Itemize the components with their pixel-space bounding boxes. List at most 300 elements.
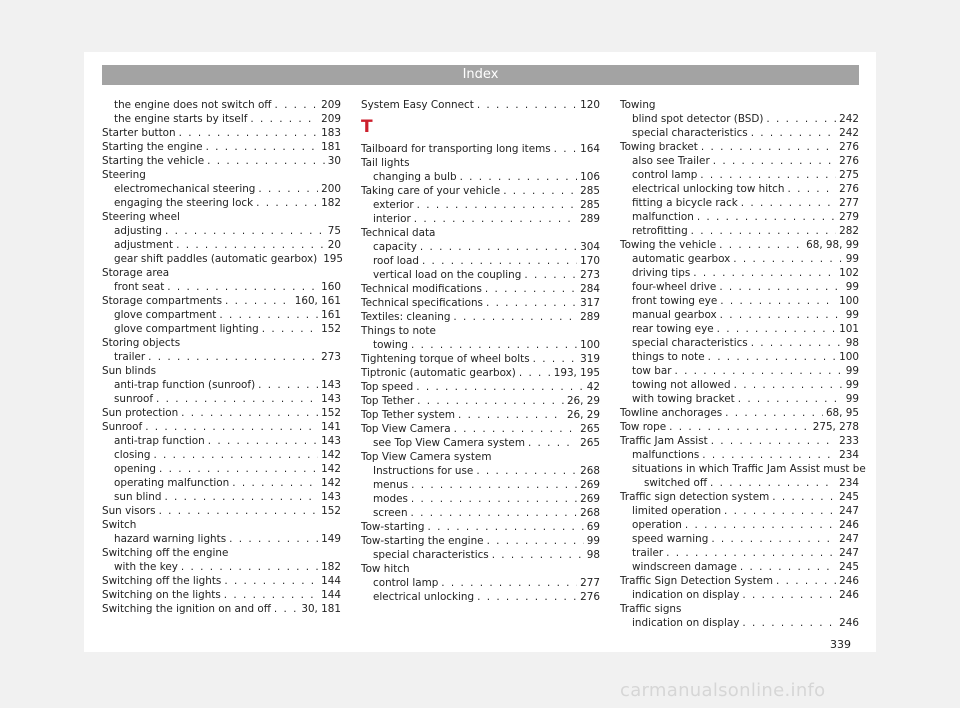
- index-entry: [102, 308, 341, 322]
- index-entry-pages: 30, 181: [301, 603, 341, 615]
- dot-leader: [701, 140, 836, 154]
- index-entry: [102, 112, 341, 126]
- index-entry: [361, 506, 600, 520]
- index-heading: Storage area: [102, 267, 170, 279]
- dot-leader: [554, 142, 577, 156]
- index-entry-label: hazard warning lights: [114, 533, 227, 545]
- dot-leader: [460, 170, 578, 184]
- index-entry-label: sun blind: [114, 491, 162, 503]
- index-entry: [102, 462, 341, 476]
- index-entry: [620, 252, 859, 266]
- dot-leader: [208, 434, 318, 448]
- index-entry: [102, 434, 341, 448]
- dot-leader: [262, 322, 318, 336]
- index-entry-label: Tailboard for transporting long items: [361, 143, 551, 155]
- dot-leader: [485, 282, 577, 296]
- watermark-text: carmanualsonline.info: [620, 680, 826, 701]
- index-entry-pages: 289: [580, 213, 600, 225]
- index-entry-pages: 284: [580, 283, 600, 295]
- dot-leader: [219, 308, 318, 322]
- index-entry-pages: 276: [839, 155, 859, 167]
- index-entry-label: anti-trap function: [114, 435, 205, 447]
- index-heading: Technical data: [361, 227, 436, 239]
- dot-leader: [766, 112, 836, 126]
- index-entry: [361, 352, 600, 366]
- index-entry: [620, 266, 859, 280]
- index-entry: [361, 422, 600, 436]
- index-entry-pages: 68, 98, 99: [806, 239, 859, 251]
- index-entry-label: special characteristics: [373, 549, 489, 561]
- index-entry: [102, 448, 341, 462]
- index-entry-pages: 247: [839, 547, 859, 559]
- index-entry: [620, 112, 859, 126]
- index-entry: [102, 224, 341, 238]
- index-entry-pages: 120: [580, 99, 600, 111]
- index-entry: [102, 196, 341, 210]
- index-entry: [361, 142, 600, 156]
- index-entry-pages: 242: [839, 127, 859, 139]
- index-entry: [361, 380, 600, 394]
- index-entry-label: modes: [373, 493, 408, 505]
- dot-leader: [477, 98, 577, 112]
- index-entry: [361, 408, 600, 422]
- index-entry-label: manual gearbox: [632, 309, 717, 321]
- index-entry-pages: 142: [321, 463, 341, 475]
- index-entry: [620, 532, 859, 546]
- index-entry: [361, 240, 600, 254]
- index-entry-pages: 268: [580, 465, 600, 477]
- index-entry: [102, 154, 341, 168]
- index-heading: Top View Camera system: [361, 451, 492, 463]
- index-entry-pages: 209: [321, 113, 341, 125]
- index-entry-label: things to note: [632, 351, 705, 363]
- index-entry-label: Traffic Jam Assist: [620, 435, 708, 447]
- dot-leader: [417, 394, 564, 408]
- index-entry-label: Tow rope: [620, 421, 667, 433]
- index-entry-label: Technical specifications: [361, 297, 483, 309]
- index-entry-pages: 265: [580, 437, 600, 449]
- index-entry-pages: 160, 161: [294, 295, 341, 307]
- index-entry-label: Starting the engine: [102, 141, 203, 153]
- index-entry-label: electrical unlocking: [373, 591, 475, 603]
- index-entry-label: trailer: [632, 547, 664, 559]
- index-entry: [361, 576, 600, 590]
- index-entry-label: operation: [632, 519, 682, 531]
- dot-leader: [720, 308, 843, 322]
- dot-leader: [181, 406, 318, 420]
- index-entry: [620, 322, 859, 336]
- index-entry: [102, 280, 341, 294]
- index-heading: Tow hitch: [361, 563, 410, 575]
- index-entry-pages: 143: [321, 379, 341, 391]
- dot-leader: [711, 434, 836, 448]
- index-entry-pages: 289: [580, 311, 600, 323]
- index-entry-pages: 242: [839, 113, 859, 125]
- index-entry: [102, 252, 344, 266]
- index-entry: [620, 560, 859, 574]
- index-entry: [620, 154, 859, 168]
- index-entry-pages: 304: [580, 241, 600, 253]
- index-entry: [620, 504, 859, 518]
- index-entry-label: blind spot detector (BSD): [632, 113, 764, 125]
- index-entry-pages: 200: [321, 183, 341, 195]
- dot-leader: [224, 588, 318, 602]
- index-entry-label: Traffic sign detection system: [620, 491, 770, 503]
- index-entry: [620, 434, 859, 448]
- index-entry-label: Sun protection: [102, 407, 179, 419]
- index-entry: [102, 182, 341, 196]
- index-entry-label: Textiles: cleaning: [361, 311, 451, 323]
- page-number: 339: [830, 638, 851, 651]
- dot-leader: [772, 490, 836, 504]
- index-entry: [620, 224, 859, 238]
- index-entry: [361, 464, 600, 478]
- dot-leader: [741, 196, 836, 210]
- index-entry: [620, 546, 859, 560]
- index-entry-pages: 142: [321, 477, 341, 489]
- dot-leader: [519, 366, 551, 380]
- index-entry: [361, 338, 600, 352]
- index-entry-label: Switching off the lights: [102, 575, 222, 587]
- index-entry: [102, 238, 341, 252]
- index-entry-pages: 99: [845, 253, 859, 265]
- index-entry: [361, 98, 600, 112]
- index-entry-pages: 170: [580, 255, 600, 267]
- dot-leader: [164, 490, 318, 504]
- dot-leader: [258, 182, 318, 196]
- dot-leader: [685, 518, 836, 532]
- dot-leader: [414, 212, 577, 226]
- index-heading: Sun blinds: [102, 365, 157, 377]
- dot-leader: [156, 392, 318, 406]
- dot-leader: [719, 280, 842, 294]
- dot-leader: [207, 154, 325, 168]
- index-entry: [620, 420, 859, 434]
- index-entry: [361, 548, 600, 562]
- index-entry-pages: 279: [839, 211, 859, 223]
- index-entry: [102, 588, 341, 602]
- index-entry-label: Top speed: [361, 381, 414, 393]
- index-entry-pages: 143: [321, 393, 341, 405]
- index-entry-pages: 245: [839, 491, 859, 503]
- index-entry: [620, 588, 859, 602]
- header-title: Index: [462, 67, 499, 82]
- dot-leader: [476, 464, 577, 478]
- index-entry-pages: 101: [839, 323, 859, 335]
- dot-leader: [159, 504, 319, 518]
- index-entry-pages: 68, 95: [825, 407, 859, 419]
- index-entry-pages: 247: [839, 505, 859, 517]
- index-entry-pages: 30: [327, 155, 341, 167]
- dot-leader: [167, 280, 318, 294]
- dot-leader: [503, 184, 577, 198]
- index-entry-label: indication on display: [632, 617, 740, 629]
- dot-leader: [719, 238, 803, 252]
- index-entry-label: Towing the vehicle: [620, 239, 717, 251]
- index-entry-label: electromechanical steering: [114, 183, 256, 195]
- index-entry: [361, 366, 600, 380]
- index-entry-pages: 143: [321, 435, 341, 447]
- dot-leader: [740, 560, 836, 574]
- index-entry-label: windscreen damage: [632, 561, 737, 573]
- dot-leader: [486, 296, 577, 310]
- index-entry-label: Tow-starting the engine: [361, 535, 484, 547]
- index-entry-pages: 275, 278: [812, 421, 859, 433]
- index-column-1: [102, 98, 344, 616]
- index-entry: [102, 126, 341, 140]
- index-entry: [620, 336, 859, 350]
- index-heading: Things to note: [361, 325, 436, 337]
- index-entry: [620, 308, 859, 322]
- dot-leader: [441, 576, 577, 590]
- index-entry-pages: 282: [839, 225, 859, 237]
- index-entry-label: driving tips: [632, 267, 691, 279]
- index-entry-pages: 195: [323, 253, 344, 265]
- dot-leader: [742, 616, 836, 630]
- index-entry-pages: 246: [839, 617, 859, 629]
- dot-leader: [533, 352, 578, 366]
- index-entry: [361, 282, 600, 296]
- index-entry-label: gear shift paddles (automatic gearbox): [114, 253, 318, 265]
- index-entry: [620, 182, 859, 196]
- index-heading: Storing objects: [102, 337, 181, 349]
- index-entry-label: opening: [114, 463, 156, 475]
- dot-leader: [693, 266, 836, 280]
- index-entry-pages: 317: [580, 297, 600, 309]
- index-entry-label: switched off: [644, 477, 707, 489]
- index-heading: Towing: [620, 99, 656, 111]
- dot-leader: [176, 238, 325, 252]
- dot-leader: [179, 126, 319, 140]
- index-entry-pages: 285: [580, 199, 600, 211]
- index-entry-label: glove compartment lighting: [114, 323, 259, 335]
- dot-leader: [416, 380, 584, 394]
- index-entry: [361, 534, 600, 548]
- index-entry-pages: 234: [839, 449, 859, 461]
- index-entry-pages: 100: [839, 295, 859, 307]
- dot-leader: [487, 534, 584, 548]
- section-letter: T: [361, 117, 373, 137]
- index-entry: [620, 406, 859, 420]
- dot-leader: [181, 560, 318, 574]
- dot-leader: [787, 182, 836, 196]
- dot-leader: [159, 462, 318, 476]
- index-entry-pages: 152: [321, 505, 341, 517]
- dot-leader: [666, 546, 836, 560]
- index-entry-pages: 99: [845, 281, 859, 293]
- index-entry: [102, 490, 341, 504]
- index-entry-pages: 234: [839, 477, 859, 489]
- index-entry-label: electrical unlocking tow hitch: [632, 183, 785, 195]
- dot-leader: [453, 310, 577, 324]
- index-entry: [620, 364, 859, 378]
- index-entry-label: towing: [373, 339, 408, 351]
- index-entry-pages: 182: [321, 197, 341, 209]
- index-entry: [620, 168, 859, 182]
- index-entry-label: anti-trap function (sunroof): [114, 379, 256, 391]
- index-entry-pages: 193, 195: [553, 367, 600, 379]
- index-entry-pages: 75: [327, 225, 341, 237]
- index-heading: Steering wheel: [102, 211, 180, 223]
- index-entry-label: Tiptronic (automatic gearbox): [361, 367, 516, 379]
- index-entry-pages: 99: [845, 393, 859, 405]
- index-entry-label: Instructions for use: [373, 465, 474, 477]
- index-entry-pages: 26, 29: [566, 395, 600, 407]
- index-entry: [620, 518, 859, 532]
- dot-leader: [225, 294, 292, 308]
- index-entry-label: Towline anchorages: [620, 407, 723, 419]
- index-entry-pages: 69: [586, 521, 600, 533]
- index-entry-pages: 269: [580, 479, 600, 491]
- dot-leader: [250, 112, 318, 126]
- index-entry: [102, 378, 341, 392]
- index-entry-label: front towing eye: [632, 295, 718, 307]
- index-entry-pages: 161: [321, 309, 341, 321]
- dot-leader: [458, 408, 564, 422]
- dot-leader: [700, 168, 836, 182]
- index-entry: [620, 294, 859, 308]
- dot-leader: [725, 406, 823, 420]
- dot-leader: [492, 548, 584, 562]
- index-entry-pages: 98: [845, 337, 859, 349]
- dot-leader: [776, 574, 836, 588]
- index-entry-label: the engine does not switch off: [114, 99, 272, 111]
- index-heading: Switch: [102, 519, 137, 531]
- index-entry-label: glove compartment: [114, 309, 217, 321]
- index-entry-pages: 141: [321, 421, 341, 433]
- index-entry: [102, 504, 341, 518]
- index-entry: [361, 394, 600, 408]
- index-entry: [361, 492, 600, 506]
- index-entry: [361, 198, 600, 212]
- dot-leader: [751, 126, 836, 140]
- page-header: [102, 65, 859, 85]
- index-entry-pages: 277: [839, 197, 859, 209]
- index-entry-label: adjusting: [114, 225, 162, 237]
- dot-leader: [420, 240, 577, 254]
- index-entry-pages: 152: [321, 407, 341, 419]
- index-entry-pages: 209: [321, 99, 341, 111]
- index-entry-label: Taking care of your vehicle: [361, 185, 501, 197]
- index-entry-label: exterior: [373, 199, 414, 211]
- index-entry-pages: 268: [580, 507, 600, 519]
- index-entry: [620, 196, 859, 210]
- index-entry-label: closing: [114, 449, 151, 461]
- index-entry: [620, 126, 859, 140]
- index-column-2: [361, 98, 600, 604]
- index-entry-label: tow bar: [632, 365, 672, 377]
- index-entry-label: with the key: [114, 561, 178, 573]
- index-entry-pages: 285: [580, 185, 600, 197]
- index-entry: [361, 254, 600, 268]
- index-entry-label: operating malfunction: [114, 477, 230, 489]
- dot-leader: [274, 602, 298, 616]
- index-entry-pages: 246: [839, 519, 859, 531]
- index-entry-pages: 164: [580, 143, 600, 155]
- index-entry: [361, 478, 600, 492]
- index-entry-label: interior: [373, 213, 411, 225]
- index-entry-label: Tow-starting: [361, 521, 425, 533]
- index-entry: [361, 296, 600, 310]
- index-entry-label: adjustment: [114, 239, 174, 251]
- index-entry: [102, 294, 341, 308]
- index-entry: [102, 532, 341, 546]
- dot-leader: [713, 154, 836, 168]
- dot-leader: [153, 448, 318, 462]
- index-heading: Switching off the engine: [102, 547, 229, 559]
- dot-leader: [738, 392, 843, 406]
- index-entry: [102, 140, 341, 154]
- index-entry: [361, 310, 600, 324]
- index-heading: Traffic signs: [620, 603, 682, 615]
- dot-leader: [708, 350, 837, 364]
- dot-leader: [669, 420, 810, 434]
- index-entry-label: control lamp: [373, 577, 439, 589]
- index-entry-label: Top Tether system: [361, 409, 455, 421]
- index-entry-pages: 106: [580, 171, 600, 183]
- dot-leader: [417, 198, 578, 212]
- index-entry-label: screen: [373, 507, 408, 519]
- dot-leader: [411, 338, 577, 352]
- index-entry-label: malfunction: [632, 211, 694, 223]
- index-entry-pages: 277: [580, 577, 600, 589]
- dot-leader: [734, 378, 843, 392]
- index-entry-pages: 276: [839, 183, 859, 195]
- dot-leader: [256, 196, 318, 210]
- dot-leader: [422, 254, 577, 268]
- index-entry-label: front seat: [114, 281, 165, 293]
- dot-leader: [411, 492, 577, 506]
- dot-leader: [411, 478, 577, 492]
- dot-leader: [258, 378, 318, 392]
- index-entry: [620, 280, 859, 294]
- index-entry-pages: 273: [580, 269, 600, 281]
- index-entry-pages: 245: [839, 561, 859, 573]
- index-entry: [102, 602, 341, 616]
- index-entry-pages: 273: [321, 351, 341, 363]
- index-entry-label: System Easy Connect: [361, 99, 474, 111]
- index-entry-pages: 152: [321, 323, 341, 335]
- index-entry: [620, 448, 859, 462]
- index-entry-label: automatic gearbox: [632, 253, 731, 265]
- dot-leader: [145, 420, 318, 434]
- index-entry-pages: 181: [321, 141, 341, 153]
- index-entry-label: also see Trailer: [632, 155, 710, 167]
- index-entry-pages: 182: [321, 561, 341, 573]
- index-entry-pages: 144: [321, 575, 341, 587]
- index-entry-label: retrofitting: [632, 225, 688, 237]
- index-entry-label: the engine starts by itself: [114, 113, 248, 125]
- index-entry-label: menus: [373, 479, 409, 491]
- dot-leader: [477, 590, 577, 604]
- index-entry: [102, 406, 341, 420]
- index-entry-pages: 144: [321, 589, 341, 601]
- index-entry-label: Tightening torque of wheel bolts: [361, 353, 530, 365]
- index-entry-pages: 102: [839, 267, 859, 279]
- index-entry-pages: 246: [839, 589, 859, 601]
- index-entry-pages: 99: [845, 309, 859, 321]
- index-entry: [361, 268, 600, 282]
- index-entry-label: changing a bulb: [373, 171, 457, 183]
- index-entry-label: Top View Camera: [361, 423, 451, 435]
- dot-leader: [229, 532, 318, 546]
- dot-leader: [524, 268, 577, 282]
- dot-leader: [232, 476, 318, 490]
- dot-leader: [733, 252, 843, 266]
- index-entry: [620, 378, 859, 392]
- index-entry: [361, 184, 600, 198]
- index-entry-pages: 142: [321, 449, 341, 461]
